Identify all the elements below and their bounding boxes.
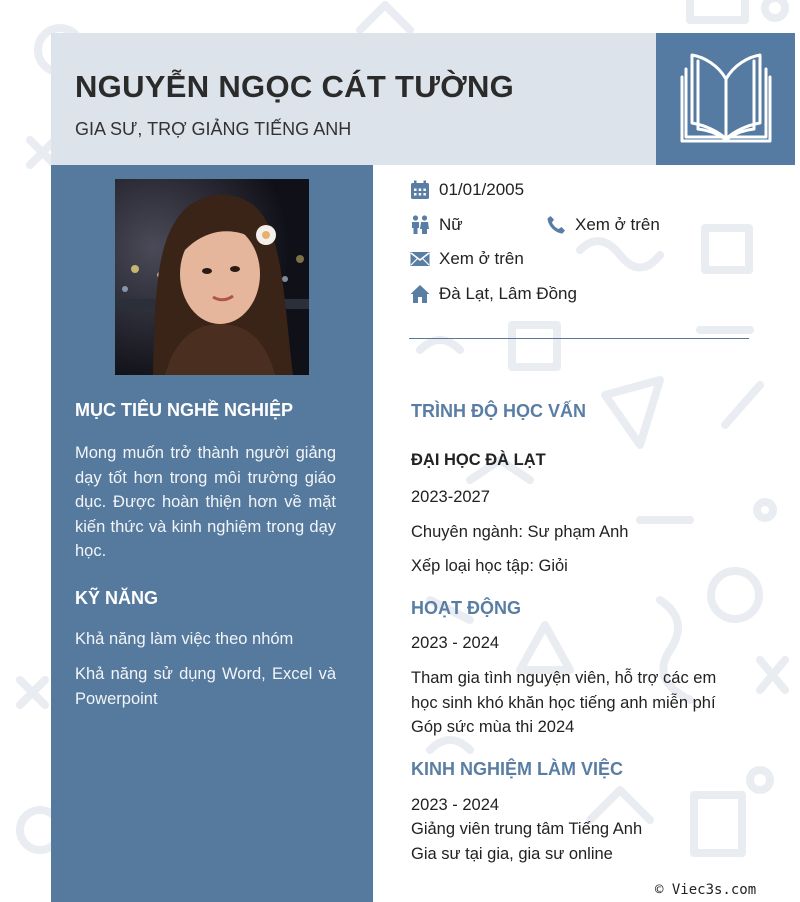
skill-item: Khả năng sử dụng Word, Excel và Powerpoint xyxy=(75,665,336,708)
header-banner xyxy=(51,33,656,165)
activities-heading: HOẠT ĐỘNG xyxy=(411,598,521,618)
skill-item: Khả năng làm việc theo nhóm xyxy=(75,630,294,648)
candidate-name: NGUYỄN NGỌC CÁT TƯỜNG xyxy=(75,69,515,104)
envelope-icon xyxy=(410,249,430,269)
education-major: Chuyên ngành: Sư phạm Anh xyxy=(411,523,629,541)
activity-line: Góp sức mùa thi 2024 xyxy=(411,718,575,736)
email-value: Xem ở trên xyxy=(439,249,524,268)
experience-line: Giảng viên trung tâm Tiếng Anh xyxy=(411,820,643,838)
education-years: 2023-2027 xyxy=(411,488,490,506)
skills-heading: KỸ NĂNG xyxy=(75,588,159,608)
objective-text: Mong muốn trở thành người giảng dạy tốt hơn trong môi trường giáo dục. Được hoàn thiện hơn về mặt kiến thức và kinh nghiệm trong dạy học. xyxy=(75,444,336,560)
activity-line: Tham gia tình nguyện viên, hỗ trợ các em xyxy=(411,669,717,687)
divider xyxy=(409,338,749,339)
objective-heading: MỤC TIÊU NGHỀ NGHIỆP xyxy=(75,400,294,420)
candidate-title: GIA SƯ, TRỢ GIẢNG TIẾNG ANH xyxy=(75,119,352,139)
school-name: ĐẠI HỌC ĐÀ LẠT xyxy=(411,451,546,469)
address-value: Đà Lạt, Lâm Đồng xyxy=(439,284,577,303)
calendar-icon xyxy=(410,180,430,200)
gender-value: Nữ xyxy=(439,215,463,234)
open-book-icon xyxy=(678,51,774,143)
activities-years: 2023 - 2024 xyxy=(411,634,500,652)
experience-years: 2023 - 2024 xyxy=(411,796,500,814)
activity-line: học sinh khó khăn học tiếng anh miễn phí xyxy=(411,694,716,712)
logo-box xyxy=(656,33,795,165)
experience-line: Gia sư tại gia, gia sư online xyxy=(411,845,613,863)
experience-heading: KINH NGHIỆM LÀM VIỆC xyxy=(411,759,624,779)
profile-photo xyxy=(115,179,309,375)
phone-icon xyxy=(546,215,566,235)
gender-icon xyxy=(410,215,430,235)
education-rank: Xếp loại học tập: Giỏi xyxy=(411,557,568,575)
phone-value: Xem ở trên xyxy=(575,215,660,234)
footer-credit: © Viec3s.com xyxy=(655,882,757,898)
sidebar xyxy=(51,165,373,902)
home-icon xyxy=(410,284,430,304)
education-heading: TRÌNH ĐỘ HỌC VẤN xyxy=(411,401,586,421)
birthdate-value: 01/01/2005 xyxy=(439,180,525,199)
